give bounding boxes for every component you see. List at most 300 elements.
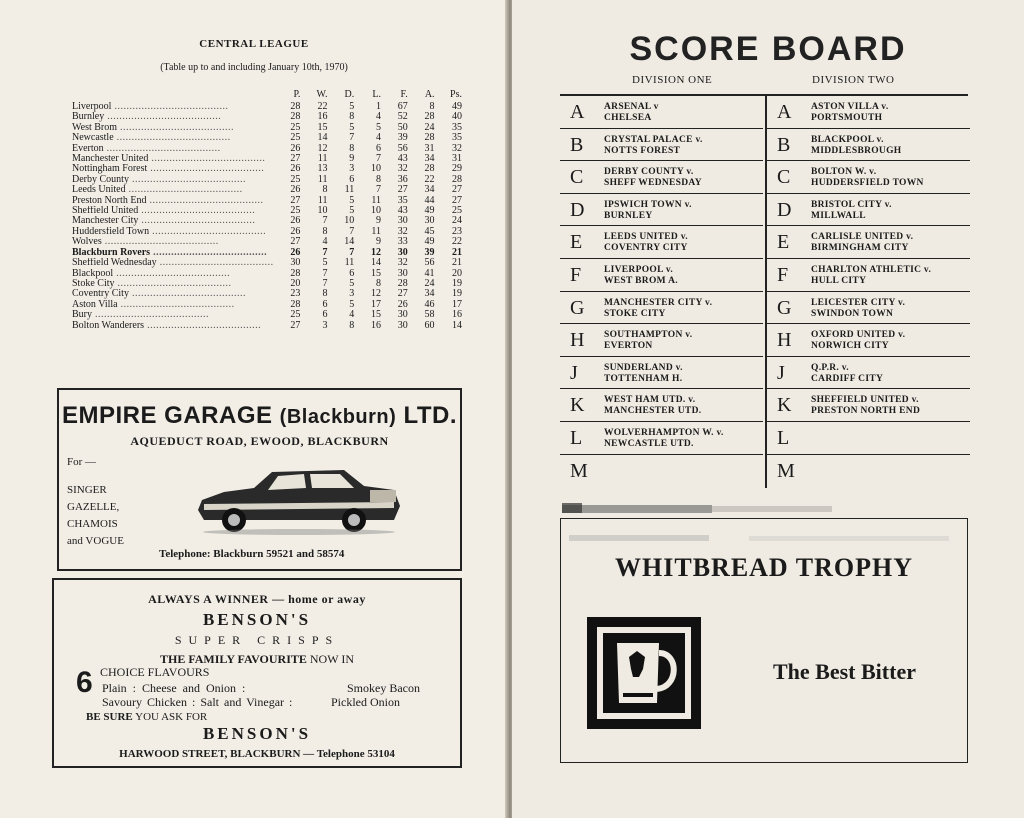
stat-a: 34 [424, 184, 435, 196]
stat-ps: 16 [452, 309, 462, 321]
stat-w: 7 [322, 215, 328, 227]
team-name: Stoke City ..... [72, 279, 274, 289]
stat-ps: 21 [452, 246, 462, 258]
fixture-home: WOLVERHAMPTON W. v. [604, 427, 724, 438]
whitbread-title: WHITBREAD TROPHY [615, 553, 913, 582]
stat-f: 32 [397, 257, 408, 269]
stat-d: 5 [349, 194, 355, 206]
stat-ps: 29 [452, 163, 462, 175]
empire-address: AQUEDUCT ROAD, EWOOD, BLACKBURN [130, 434, 389, 448]
stat-f: 30 [397, 309, 408, 321]
stat-w: 4 [322, 236, 328, 248]
stat-f: 52 [397, 111, 408, 123]
stat-w: 7 [322, 246, 328, 258]
empire-title-ltd: LTD. [403, 402, 458, 429]
stat-w: 16 [317, 111, 328, 123]
fixture-letter: M [570, 459, 588, 482]
league-subtitle: (Table up to and including January 10th, 1970) [160, 62, 348, 73]
fixture-letter: G [570, 296, 585, 319]
stat-f: 28 [397, 277, 408, 289]
fixture-row [560, 292, 763, 325]
stat-p: 26 [290, 184, 301, 196]
stat-w: 10 [317, 205, 328, 217]
fixture-home: OXFORD UNITED v. [811, 330, 906, 341]
team-name: Huddersfield Town ..... [72, 227, 274, 237]
stat-a: 49 [424, 236, 435, 248]
fixture-row [767, 357, 970, 390]
stat-a: 28 [424, 111, 435, 123]
stat-a: 41 [424, 267, 435, 279]
stat-a: 39 [424, 246, 435, 258]
scoreboard-grid [560, 94, 968, 490]
fixture-home: SUNDERLAND v. [604, 362, 683, 373]
stat-f: 32 [397, 163, 408, 175]
stat-f: 39 [397, 132, 408, 144]
fixture-row [560, 226, 763, 259]
stat-ps: 27 [452, 184, 462, 196]
bensons-favourite-b: NOW IN [309, 652, 354, 666]
fixture-home: LEICESTER CITY v. [811, 297, 906, 308]
stat-w: 7 [322, 277, 328, 289]
fixture-letter: M [777, 459, 795, 482]
stat-d: 4 [349, 309, 355, 321]
stat-d: 11 [344, 257, 355, 269]
division-two-column [765, 96, 970, 488]
stat-l: 14 [371, 257, 382, 269]
fixture-away: CHELSEA [604, 113, 652, 123]
fixture-away: BURNLEY [604, 210, 653, 221]
stat-p: 26 [290, 246, 301, 258]
faint-print [569, 533, 959, 543]
team-header [72, 86, 274, 102]
empire-title-main: EMPIRE GARAGE [61, 402, 273, 429]
stat-f: 50 [397, 121, 408, 133]
division-one-label: DIVISION ONE [632, 74, 713, 86]
stat-l: 5 [376, 121, 382, 133]
stat-w: 8 [322, 184, 328, 196]
stat-a: 28 [424, 132, 435, 144]
fixture-row [560, 161, 763, 194]
stat-l: 4 [376, 132, 382, 144]
fixture-away: WEST BROM A. [604, 275, 678, 286]
fixture-away: COVENTRY CITY [604, 243, 688, 254]
fixture-row [560, 96, 763, 129]
stat-p: 27 [290, 236, 301, 248]
fixture-letter: E [570, 231, 583, 254]
fixture-row [560, 389, 763, 422]
fixture-letter: F [570, 263, 582, 286]
stat-l: 15 [371, 309, 382, 321]
stat-f: 26 [397, 298, 408, 310]
team-name: Sheffield United ..... [72, 206, 274, 216]
fixture-away: MILLWALL [811, 210, 866, 221]
stat-l: 8 [376, 173, 382, 185]
fixture-away: SHEFF WEDNESDAY [604, 178, 702, 189]
league-table [72, 86, 462, 331]
stat-f: 30 [397, 215, 408, 227]
stat-ps: 27 [452, 194, 462, 206]
stat-l: 16 [371, 319, 382, 331]
stat-f: 27 [397, 184, 408, 196]
col-header-a: A. [424, 88, 435, 100]
stat-w: 13 [317, 163, 328, 175]
empire-title-paren: (Blackburn) [279, 406, 397, 428]
stat-d: 3 [349, 163, 355, 175]
stat-p: 25 [290, 205, 301, 217]
bensons-flavours-1a: Plain : Cheese and Onion : [102, 681, 246, 695]
fixture-letter: B [777, 133, 791, 156]
empire-title [59, 402, 460, 430]
fixture-home: LEEDS UNITED v. [604, 232, 688, 243]
bensons-flavours-2a: Savoury Chicken : Salt and Vinegar : [102, 695, 293, 709]
stat-w: 7 [322, 267, 328, 279]
fixture-letter: C [570, 166, 584, 189]
fixture-away: HULL CITY [811, 275, 867, 286]
stat-w: 6 [322, 298, 328, 310]
team-name: Blackburn Rovers ..... [72, 248, 274, 258]
fixture-letter: L [777, 426, 790, 449]
bensons-favourite-a: THE FAMILY FAVOURITE [159, 652, 307, 666]
stat-ps: 21 [452, 257, 462, 269]
car-illustration [194, 460, 404, 540]
right-page [512, 0, 1024, 818]
stat-d: 5 [349, 205, 355, 217]
fixture-home: SOUTHAMPTON v. [604, 330, 693, 341]
stat-w: 22 [317, 101, 328, 112]
stat-d: 14 [344, 236, 355, 248]
team-name: Preston North End ..... [72, 196, 274, 206]
fixture-home: Q.P.R. v. [811, 362, 849, 373]
stat-p: 27 [290, 194, 301, 206]
stat-p: 26 [290, 215, 301, 227]
stat-d: 11 [344, 184, 355, 196]
bensons-product: SUPER CRISPS [174, 633, 340, 647]
fixture-home: CRYSTAL PALACE v. [604, 134, 703, 145]
col-header-ps: Ps. [450, 88, 462, 100]
stat-ps: 14 [452, 319, 462, 331]
fixture-away: MANCHESTER UTD. [604, 406, 702, 417]
fixture-away: STOKE CITY [604, 308, 666, 319]
stat-p: 27 [290, 153, 301, 165]
league-row [72, 310, 462, 320]
fixture-letter: B [570, 133, 584, 156]
fixture-letter: A [570, 101, 585, 123]
fixture-letter: K [570, 394, 585, 417]
team-name: Everton ..... [72, 144, 274, 154]
division-two-label: DIVISION TWO [812, 74, 895, 86]
team-name: Coventry City ..... [72, 289, 274, 299]
bensons-flavours-2b: Pickled Onion [331, 695, 400, 709]
stat-a: 49 [424, 205, 435, 217]
stat-p: 25 [290, 309, 301, 321]
stat-w: 3 [322, 319, 328, 331]
model-item: and VOGUE [67, 535, 124, 547]
scoreboard-title: SCORE BOARD [629, 30, 907, 68]
stat-p: 30 [290, 257, 301, 269]
whitbread-tankard-logo [587, 617, 701, 729]
fixture-letter: A [777, 101, 792, 123]
stat-p: 25 [290, 132, 301, 144]
league-row [72, 321, 462, 331]
stat-l: 15 [371, 267, 382, 279]
stat-d: 8 [349, 142, 355, 154]
team-name: Manchester United ..... [72, 154, 274, 164]
fixture-letter: F [777, 263, 789, 286]
bensons-be-sure [86, 711, 207, 723]
league-title: CENTRAL LEAGUE [199, 38, 309, 50]
fixture-letter: E [777, 231, 790, 254]
stat-ps: 24 [452, 215, 462, 227]
stat-ps: 49 [452, 101, 462, 112]
stat-p: 28 [290, 111, 301, 123]
stat-w: 5 [322, 257, 328, 269]
fixture-row [767, 292, 970, 325]
stat-w: 8 [322, 288, 328, 300]
fixture-home: BRISTOL CITY v. [811, 199, 892, 210]
team-name: Leeds United ..... [72, 185, 274, 195]
stat-p: 20 [290, 277, 301, 289]
stat-f: 30 [397, 246, 408, 258]
stat-a: 45 [424, 225, 435, 237]
stat-a: 28 [424, 163, 435, 175]
fixture-row [767, 389, 970, 422]
fixture-letter: D [570, 198, 585, 221]
fixture-away: NORWICH CITY [811, 341, 889, 352]
fixture-row [560, 455, 763, 488]
fixture-home: LIVERPOOL v. [604, 264, 674, 275]
stat-l: 8 [376, 277, 382, 289]
stat-p: 27 [290, 319, 301, 331]
stat-ps: 17 [452, 298, 462, 310]
stat-a: 46 [424, 298, 435, 310]
fixture-row [767, 422, 970, 455]
team-name: Bury ..... [72, 310, 274, 320]
col-header-f: F. [400, 88, 408, 100]
bensons-sure-a: BE SURE [86, 711, 133, 723]
stat-l: 17 [371, 298, 382, 310]
empire-phone: Telephone: Blackburn 59521 and 58574 [159, 548, 345, 560]
empire-models [67, 482, 124, 550]
fixture-letter: D [777, 198, 792, 221]
fixture-away: PRESTON NORTH END [811, 406, 921, 417]
fixture-home: ARSENAL v [604, 102, 659, 112]
stat-f: 32 [397, 225, 408, 237]
stat-f: 30 [397, 267, 408, 279]
fixture-row [767, 129, 970, 162]
team-name: Manchester City ..... [72, 216, 274, 226]
team-name: Burnley ..... [72, 112, 274, 122]
fixture-row [560, 422, 763, 455]
fixture-row [767, 226, 970, 259]
print-smudge [562, 500, 972, 516]
fixture-away: TOTTENHAM H. [604, 373, 683, 384]
fixture-row [560, 129, 763, 162]
stat-l: 10 [371, 163, 382, 175]
stat-a: 31 [424, 142, 435, 154]
fixture-row [560, 324, 763, 357]
fixture-away: NOTTS FOREST [604, 145, 681, 156]
stat-p: 28 [290, 298, 301, 310]
stat-ps: 40 [452, 111, 462, 123]
stat-d: 5 [349, 277, 355, 289]
stat-ps: 19 [452, 277, 462, 289]
stat-w: 11 [317, 173, 328, 185]
division-one-column [560, 96, 763, 487]
fixture-letter: G [777, 296, 792, 319]
stat-p: 28 [290, 267, 301, 279]
fixture-row [767, 194, 970, 227]
model-item: GAZELLE, [67, 501, 120, 513]
stat-d: 6 [349, 173, 355, 185]
fixture-letter: J [570, 361, 578, 384]
stat-l: 11 [371, 194, 382, 206]
stat-d: 7 [349, 225, 355, 237]
stat-f: 30 [397, 319, 408, 331]
stat-l: 9 [376, 215, 382, 227]
fixture-away: PORTSMOUTH [811, 113, 883, 123]
bensons-flavours-1b: Smokey Bacon [347, 681, 420, 695]
fixture-letter: K [777, 394, 792, 417]
bensons-name: BENSON'S [202, 610, 312, 629]
col-header-l: L. [372, 88, 382, 100]
stat-l: 7 [376, 184, 382, 196]
stat-a: 34 [424, 153, 435, 165]
stat-a: 22 [424, 173, 435, 185]
stat-ps: 35 [452, 132, 462, 144]
fixture-home: DERBY COUNTY v. [604, 167, 694, 178]
bensons-choice: CHOICE FLAVOURS [100, 665, 210, 679]
fixture-home: ASTON VILLA v. [811, 102, 889, 112]
stat-a: 44 [424, 194, 435, 206]
fixture-row [560, 194, 763, 227]
stat-w: 15 [317, 121, 328, 133]
stat-l: 1 [376, 101, 382, 112]
empire-for: For — [67, 456, 97, 468]
stat-d: 5 [349, 101, 355, 112]
stat-l: 4 [376, 111, 382, 123]
model-item: CHAMOIS [67, 518, 118, 530]
team-name: Nottingham Forest ..... [72, 164, 274, 174]
team-name: Wolves ..... [72, 237, 274, 247]
bensons-six: 6 [76, 666, 93, 699]
stat-l: 9 [376, 236, 382, 248]
stat-d: 5 [349, 121, 355, 133]
empire-garage-ad [57, 388, 462, 571]
stat-a: 30 [424, 215, 435, 227]
stat-d: 8 [349, 111, 355, 123]
stat-l: 10 [371, 205, 382, 217]
model-item: SINGER [67, 484, 107, 496]
stat-p: 26 [290, 142, 301, 154]
fixture-away: CARDIFF CITY [811, 373, 884, 384]
stat-ps: 25 [452, 205, 462, 217]
stat-w: 11 [317, 194, 328, 206]
fixture-away: SWINDON TOWN [811, 308, 894, 319]
stat-p: 25 [290, 173, 301, 185]
fixture-row [767, 324, 970, 357]
whitbread-ad [560, 518, 968, 763]
stat-ps: 19 [452, 288, 462, 300]
league-header-row [72, 86, 462, 102]
league-row [72, 258, 462, 268]
fixture-away: EVERTON [604, 341, 653, 352]
fixture-home: BLACKPOOL v. [811, 134, 884, 145]
stat-a: 24 [424, 121, 435, 133]
fixture-home: IPSWICH TOWN v. [604, 199, 692, 210]
stat-f: 43 [397, 153, 408, 165]
col-header-d: D. [344, 88, 355, 100]
team-name: Sheffield Wednesday ..... [72, 258, 274, 268]
stat-l: 12 [371, 246, 382, 258]
stat-ps: 31 [452, 153, 462, 165]
stat-d: 8 [349, 319, 355, 331]
stat-d: 6 [349, 267, 355, 279]
stat-p: 26 [290, 163, 301, 175]
fixture-home: WEST HAM UTD. v. [604, 395, 696, 406]
stat-f: 33 [397, 236, 408, 248]
stat-p: 28 [290, 101, 301, 112]
bensons-name-2: BENSON'S [202, 724, 312, 743]
stat-d: 10 [344, 215, 355, 227]
stat-l: 11 [371, 225, 382, 237]
stat-ps: 22 [452, 236, 462, 248]
col-header-p: P. [293, 88, 301, 100]
team-name: Liverpool ..... [72, 102, 274, 112]
fixture-row [767, 455, 970, 488]
fixture-away: MIDDLESBROUGH [811, 145, 902, 156]
team-name: Derby County ..... [72, 175, 274, 185]
stat-ps: 32 [452, 142, 462, 154]
stat-l: 7 [376, 153, 382, 165]
stat-d: 3 [349, 288, 355, 300]
whitbread-tagline: The Best Bitter [773, 659, 916, 684]
fixture-home: SHEFFIELD UNITED v. [811, 395, 919, 406]
team-name: Newcastle ..... [72, 133, 274, 143]
left-page [0, 0, 508, 818]
fixture-home: CARLISLE UNITED v. [811, 232, 914, 243]
bensons-sure-b: YOU ASK FOR [135, 711, 208, 723]
fixture-row [767, 96, 970, 129]
stat-w: 8 [322, 225, 328, 237]
team-name: Bolton Wanderers ..... [72, 321, 274, 331]
stat-f: 56 [397, 142, 408, 154]
stat-d: 9 [349, 153, 355, 165]
bensons-slogan: ALWAYS A WINNER — home or away [148, 592, 366, 606]
stat-a: 24 [424, 277, 435, 289]
fixture-row [560, 357, 763, 390]
fixture-home: CHARLTON ATHLETIC v. [811, 264, 932, 275]
fixture-row [767, 161, 970, 194]
team-name: Aston Villa ..... [72, 300, 274, 310]
fixture-letter: H [570, 329, 585, 352]
stat-f: 67 [397, 101, 408, 112]
stat-a: 8 [429, 101, 435, 112]
fixture-letter: L [570, 426, 583, 449]
col-header-w: W. [316, 88, 328, 100]
stat-w: 11 [317, 153, 328, 165]
stat-ps: 20 [452, 267, 462, 279]
bensons-ad [52, 578, 462, 768]
stat-d: 5 [349, 298, 355, 310]
fixture-home: MANCHESTER CITY v. [604, 297, 713, 308]
stat-ps: 23 [452, 225, 462, 237]
stat-a: 60 [424, 319, 435, 331]
stat-d: 7 [349, 132, 355, 144]
stat-a: 56 [424, 257, 435, 269]
fixture-letter: H [777, 329, 792, 352]
stat-ps: 28 [452, 173, 462, 185]
fixture-row [767, 259, 970, 292]
